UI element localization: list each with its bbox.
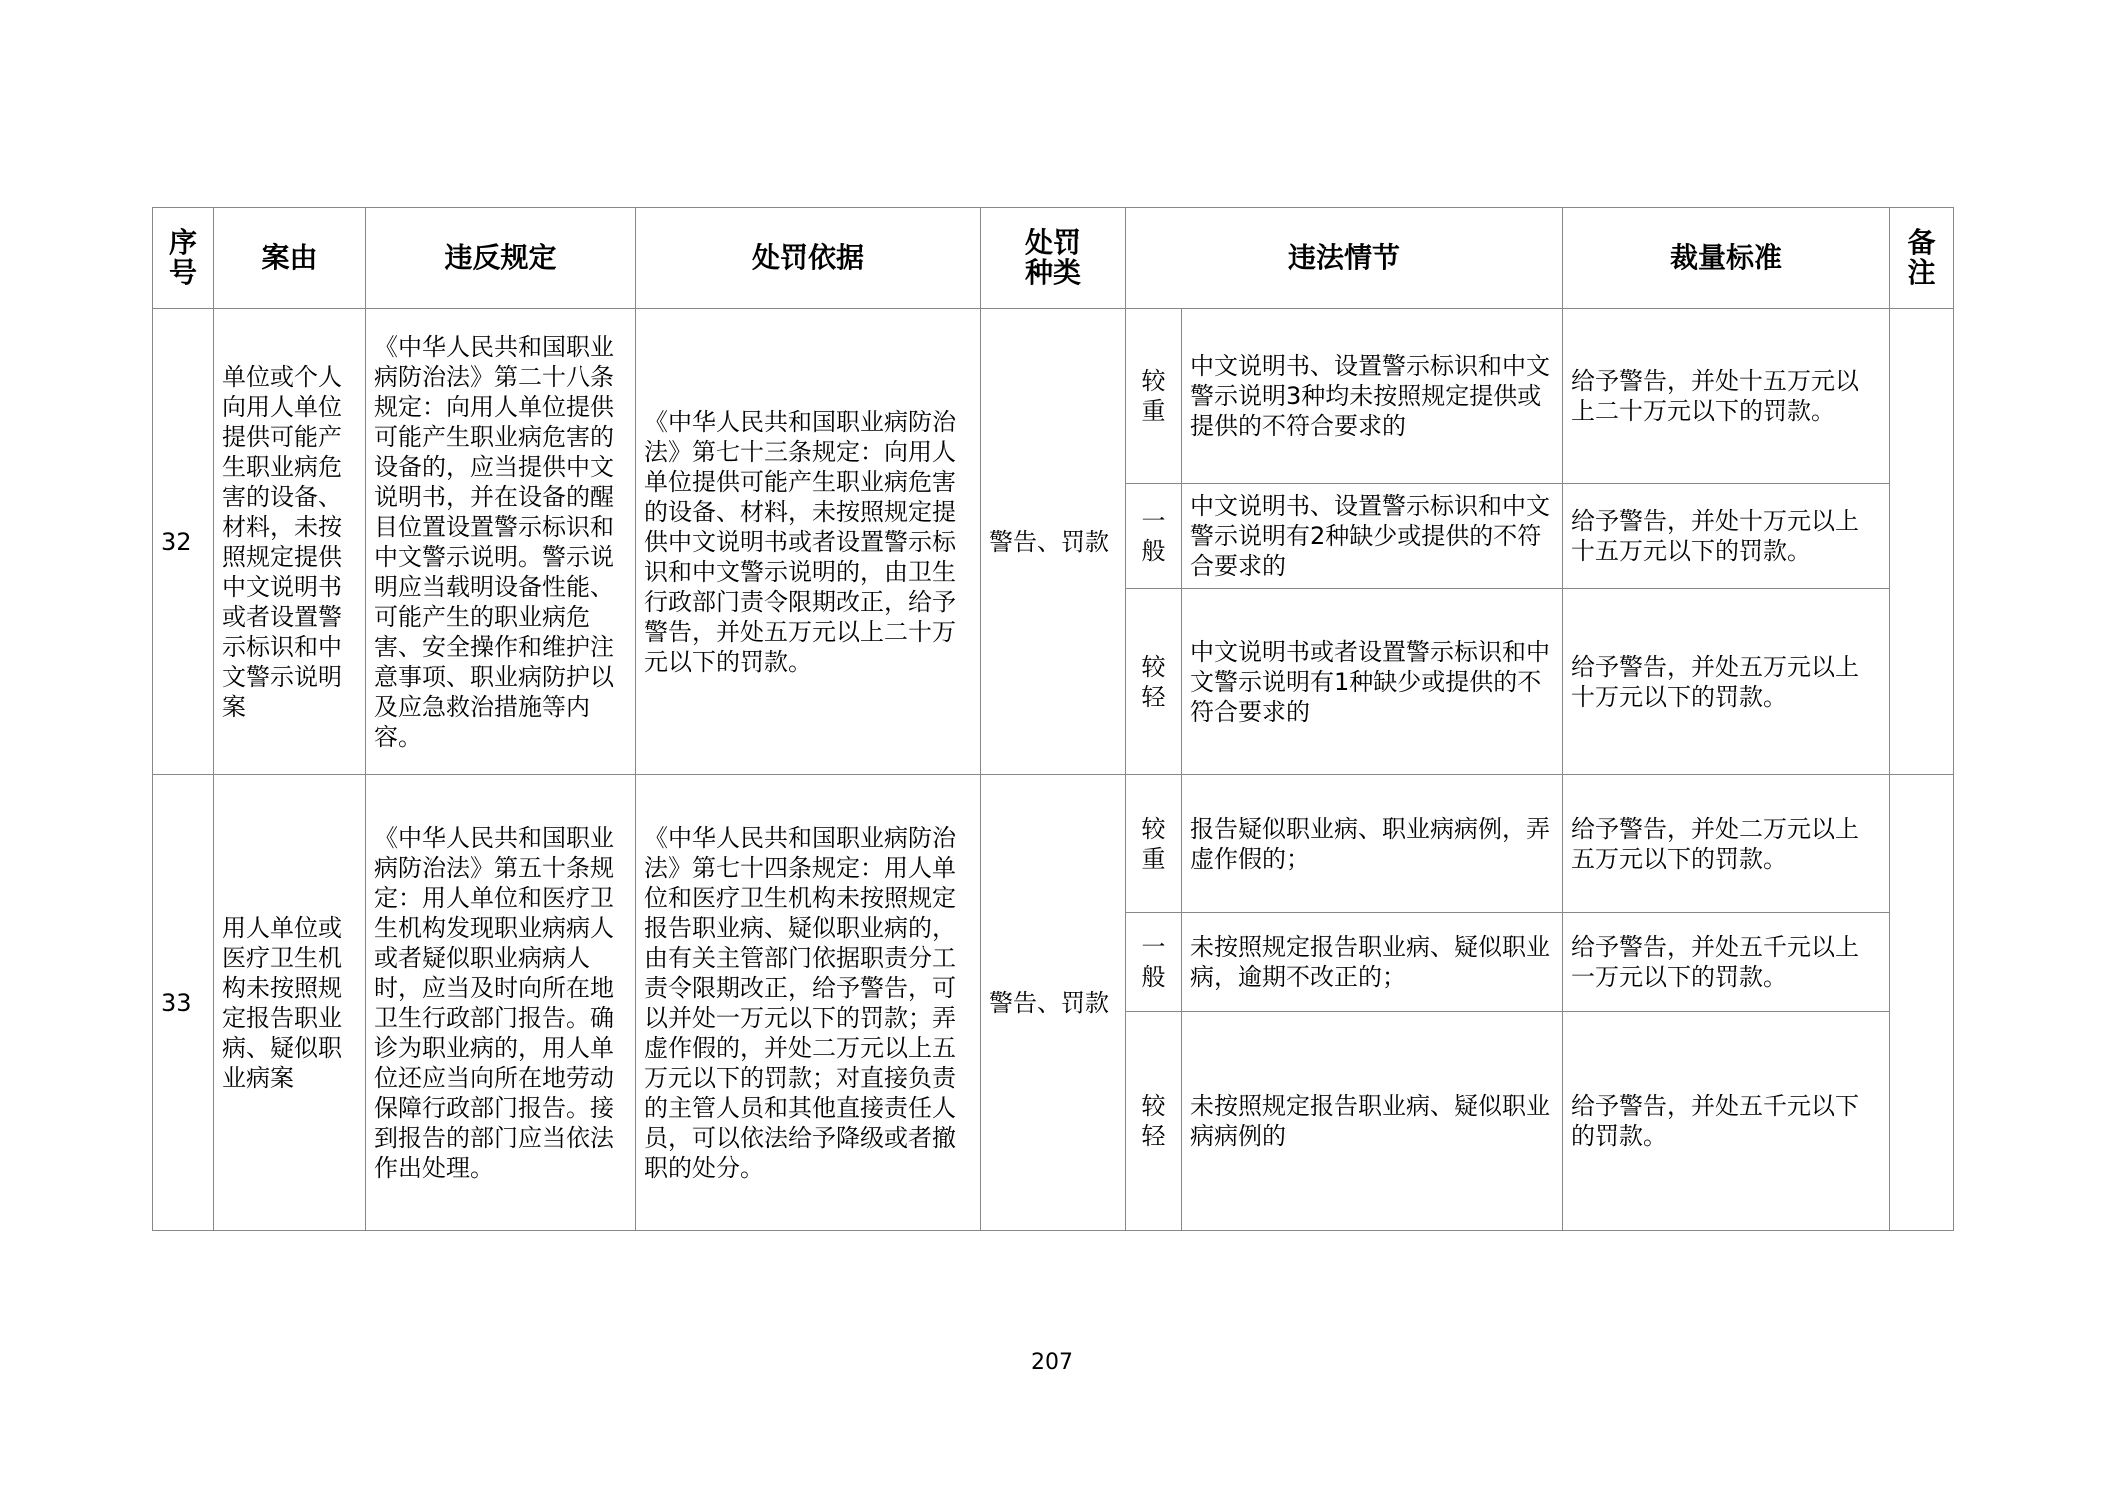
tier-circumstance: 未按照规定报告职业病、疑似职业病，逾期不改正的； (1182, 913, 1563, 1012)
tier-circumstance: 中文说明书或者设置警示标识和中文警示说明有1种缺少或提供的不符合要求的 (1182, 589, 1563, 775)
tier-level: 较重 (1126, 309, 1182, 484)
tier-circumstance: 中文说明书、设置警示标识和中文警示说明有2种缺少或提供的不符合要求的 (1182, 484, 1563, 589)
tier-standard: 给予警告，并处五千元以上一万元以下的罚款。 (1563, 913, 1890, 1012)
table-row (153, 775, 1954, 913)
row-violation: 《中华人民共和国职业病防治法》第五十条规定：用人单位和医疗卫生机构发现职业病病人或者疑似职业病病人时，应当及时向所在地卫生行政部门报告。确诊为职业病的，用人单位还应当向所在地劳动保障行政部门报告。接到报告的部门应当依法作出处理。 (366, 775, 636, 1231)
row-case: 单位或个人向用人单位提供可能产生职业病危害的设备、材料，未按照规定提供中文说明书或者设置警示标识和中文警示说明案 (214, 309, 366, 775)
row-seq: 32 (153, 309, 214, 775)
header-remark: 备注 (1890, 208, 1954, 309)
header-seq: 序号 (153, 208, 214, 309)
tier-level: 较重 (1126, 775, 1182, 913)
row-violation: 《中华人民共和国职业病防治法》第二十八条规定：向用人单位提供可能产生职业病危害的设备的，应当提供中文说明书，并在设备的醒目位置设置警示标识和中文警示说明。警示说明应当载明设备性能、可能产生的职业病危害、安全操作和维护注意事项、职业病防护以及应急救治措施等内容。 (366, 309, 636, 775)
row-case: 用人单位或医疗卫生机构未按照规定报告职业病、疑似职业病案 (214, 775, 366, 1231)
header-standard: 裁量标准 (1563, 208, 1890, 309)
row-basis: 《中华人民共和国职业病防治法》第七十四条规定：用人单位和医疗卫生机构未按照规定报告职业病、疑似职业病的，由有关主管部门依据职责分工责令限期改正，给予警告，可以并处一万元以下的罚款；弄虚作假的，并处二万元以上五万元以下的罚款；对直接负责的主管人员和其他直接责任人员，可以依法给予降级或者撤职的处分。 (636, 775, 981, 1231)
header-case: 案由 (214, 208, 366, 309)
row-type: 警告、罚款 (981, 309, 1126, 775)
row-type: 警告、罚款 (981, 775, 1126, 1231)
header-circumstance: 违法情节 (1126, 208, 1563, 309)
tier-standard: 给予警告，并处十五万元以上二十万元以下的罚款。 (1563, 309, 1890, 484)
tier-level: 较轻 (1126, 589, 1182, 775)
header-violation: 违反规定 (366, 208, 636, 309)
tier-level: 较轻 (1126, 1012, 1182, 1231)
tier-standard: 给予警告，并处十万元以上十五万元以下的罚款。 (1563, 484, 1890, 589)
tier-standard: 给予警告，并处二万元以上五万元以下的罚款。 (1563, 775, 1890, 913)
tier-circumstance: 中文说明书、设置警示标识和中文警示说明3种均未按照规定提供或提供的不符合要求的 (1182, 309, 1563, 484)
penalty-table (152, 207, 1954, 1231)
tier-level: 一般 (1126, 484, 1182, 589)
header-basis: 处罚依据 (636, 208, 981, 309)
table-row (153, 309, 1954, 484)
tier-circumstance: 未按照规定报告职业病、疑似职业病病例的 (1182, 1012, 1563, 1231)
tier-circumstance: 报告疑似职业病、职业病病例，弄虚作假的； (1182, 775, 1563, 913)
header-row (153, 208, 1954, 309)
row-remark (1890, 309, 1954, 775)
tier-level: 一般 (1126, 913, 1182, 1012)
row-seq: 33 (153, 775, 214, 1231)
row-basis: 《中华人民共和国职业病防治法》第七十三条规定：向用人单位提供可能产生职业病危害的设备、材料，未按照规定提供中文说明书或者设置警示标识和中文警示说明的，由卫生行政部门责令限期改正，给予警告，并处五万元以上二十万元以下的罚款。 (636, 309, 981, 775)
row-remark (1890, 775, 1954, 1231)
tier-standard: 给予警告，并处五千元以下的罚款。 (1563, 1012, 1890, 1231)
tier-standard: 给予警告，并处五万元以上十万元以下的罚款。 (1563, 589, 1890, 775)
page-number: 207 (1031, 1350, 1073, 1375)
header-type: 处罚种类 (981, 208, 1126, 309)
